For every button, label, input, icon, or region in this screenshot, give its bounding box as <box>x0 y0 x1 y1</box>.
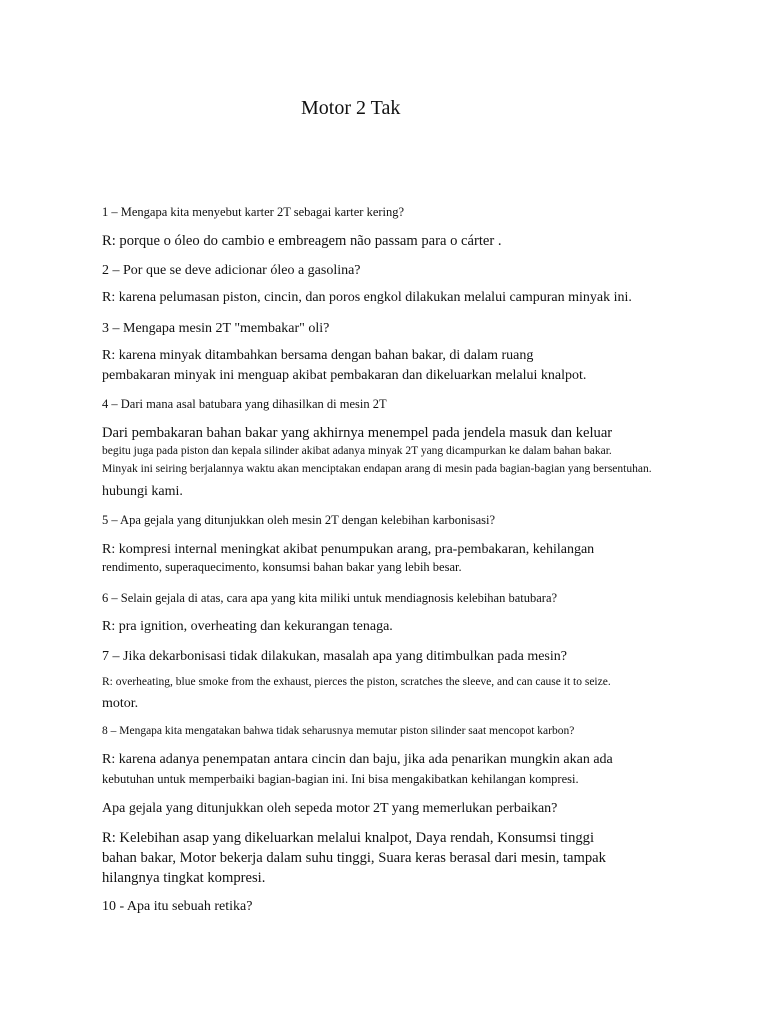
question-4: 4 – Dari mana asal batubara yang dihasilkan di mesin 2T <box>102 397 387 411</box>
answer-5-line-1: R: kompresi internal meningkat akibat penumpukan arang, pra-pembakaran, kehilangan <box>102 542 595 557</box>
answer-8-line-2: kebutuhan untuk memperbaiki bagian-bagian ini. Ini bisa mengakibatkan kehilangan kompresi. <box>102 772 579 786</box>
question-9: Apa gejala yang ditunjukkan oleh sepeda motor 2T yang memerlukan perbaikan? <box>102 801 558 816</box>
answer-7-line-1: R: overheating, blue smoke from the exhaust, pierces the piston, scratches the sleeve, and can cause it to seize. <box>102 676 611 688</box>
answer-1: R: porque o óleo do cambio e embreagem não passam para o cárter . <box>102 233 502 249</box>
answer-2: R: karena pelumasan piston, cincin, dan poros engkol dilakukan melalui campuran minyak ini. <box>102 290 632 305</box>
page-title: Motor 2 Tak <box>301 97 401 119</box>
answer-4-line-2: begitu juga pada piston dan kepala silinder akibat adanya minyak 2T yang dicampurkan ke dalam bahan bakar. <box>102 445 612 457</box>
answer-3-line-1: R: karena minyak ditambahkan bersama dengan bahan bakar, di dalam ruang <box>102 348 534 363</box>
answer-7-line-2: motor. <box>102 696 139 711</box>
answer-4-line-4: hubungi kami. <box>102 484 183 499</box>
answer-9-line-1: R: Kelebihan asap yang dikeluarkan melalui knalpot, Daya rendah, Konsumsi tinggi <box>102 830 595 846</box>
answer-9-line-3: hilangnya tingkat kompresi. <box>102 870 266 886</box>
answer-6: R: pra ignition, overheating dan kekurangan tenaga. <box>102 619 393 634</box>
answer-8-line-1: R: karena adanya penempatan antara cincin dan baju, jika ada penarikan mungkin akan ada <box>102 752 613 767</box>
answer-9-line-2: bahan bakar, Motor bekerja dalam suhu tinggi, Suara keras berasal dari mesin, tampak <box>102 850 606 866</box>
question-2: 2 – Por que se deve adicionar óleo a gasolina? <box>102 263 361 278</box>
question-6: 6 – Selain gejala di atas, cara apa yang kita miliki untuk mendiagnosis kelebihan batubara? <box>102 591 558 605</box>
question-8: 8 – Mengapa kita mengatakan bahwa tidak seharusnya memutar piston silinder saat mencopot karbon? <box>102 725 575 737</box>
question-3: 3 – Mengapa mesin 2T "membakar" oli? <box>102 321 330 336</box>
question-10: 10 - Apa itu sebuah retika? <box>102 899 253 914</box>
question-1: 1 – Mengapa kita menyebut karter 2T sebagai karter kering? <box>102 205 405 219</box>
answer-3-line-2: pembakaran minyak ini menguap akibat pembakaran dan dikeluarkan melalui knalpot. <box>102 368 587 383</box>
answer-4-line-3: Minyak ini seiring berjalannya waktu akan menciptakan endapan arang di mesin pada bagian-bagian yang bersentuhan. <box>102 463 652 475</box>
question-7: 7 – Jika dekarbonisasi tidak dilakukan, masalah apa yang ditimbulkan pada mesin? <box>102 649 567 664</box>
answer-5-line-2: rendimento, superaquecimento, konsumsi bahan bakar yang lebih besar. <box>102 560 462 574</box>
question-5: 5 – Apa gejala yang ditunjukkan oleh mesin 2T dengan kelebihan karbonisasi? <box>102 513 496 527</box>
answer-4-line-1: Dari pembakaran bahan bakar yang akhirnya menempel pada jendela masuk dan keluar <box>102 425 613 441</box>
